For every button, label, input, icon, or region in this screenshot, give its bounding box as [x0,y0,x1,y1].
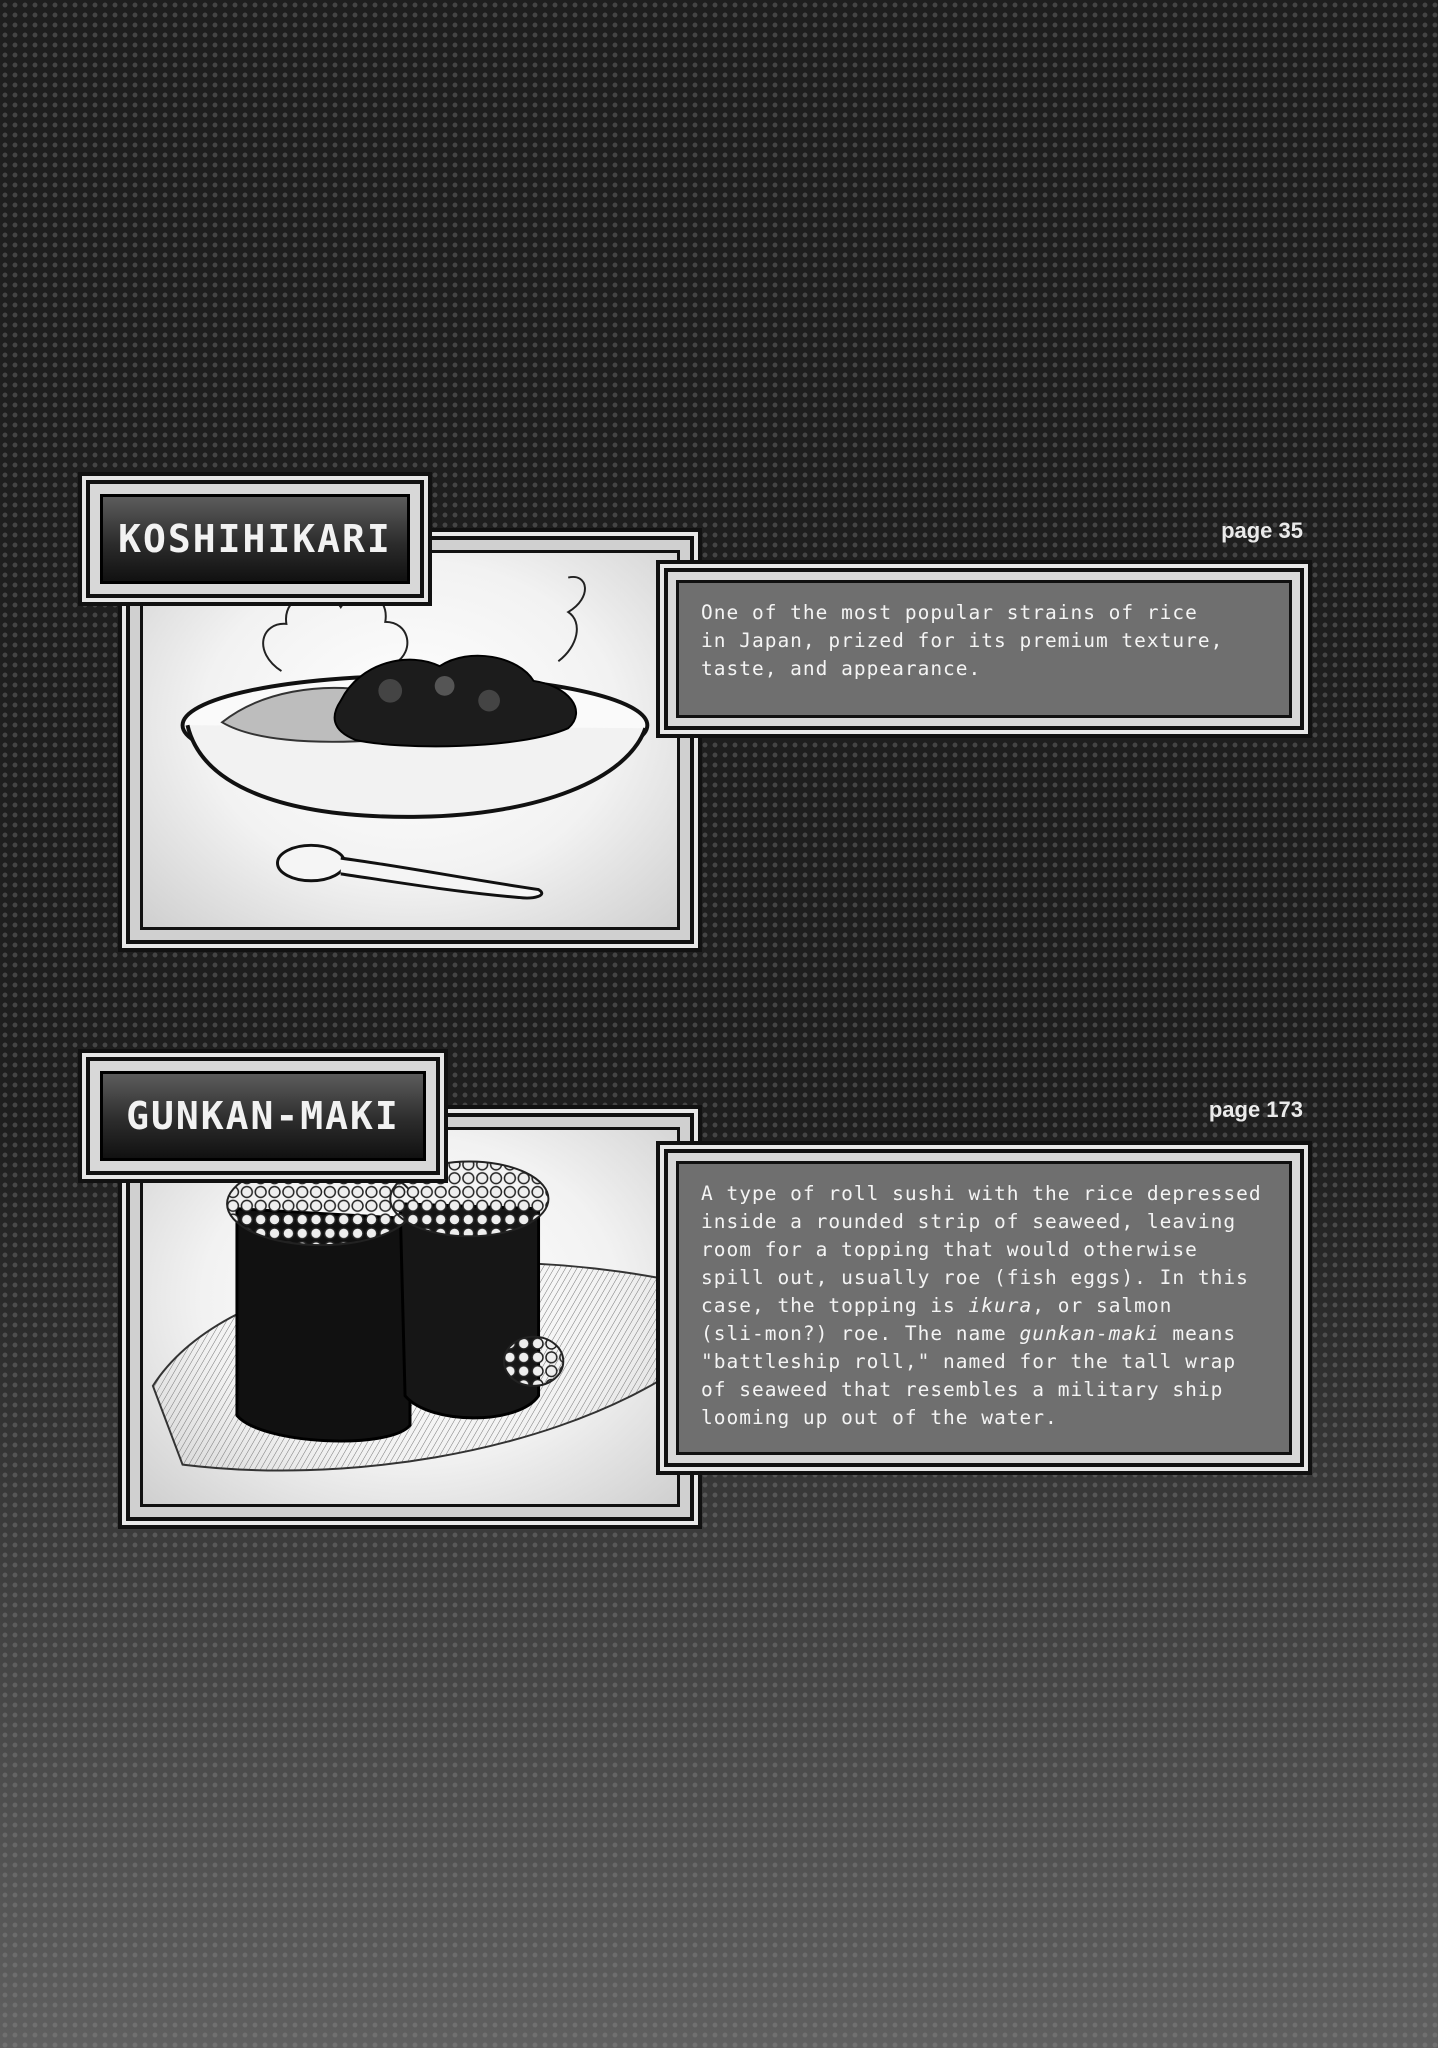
entry-description-box [664,568,1304,730]
description-term-ikura: ikura [968,1294,1033,1317]
entry-description [676,1161,1292,1455]
rice-bowl-illustration [140,550,680,930]
gunkan-maki-illustration [140,1127,680,1507]
entry-description: One of the most popular strains of rice in Japan, prized for its premium texture, taste, and appearance. [676,580,1292,718]
entry-title: GUNKAN-MAKI [126,1094,400,1138]
glossary-entry-gunkan-maki [0,1057,1438,1537]
entry-description-box [664,1149,1304,1467]
description-term-gunkan-maki: gunkan-maki [1019,1322,1160,1345]
page-reference: page 173 [1208,1097,1303,1122]
description-text: means "battleship roll," named for the tall wrap of seaweed that resembles a military ship looming up out of the water. [701,1322,1237,1429]
description-text: , or salmon (sli-mon?) roe. The name [701,1294,1173,1345]
glossary-entry-koshihikari [0,480,1438,960]
entry-title-tab [86,1057,440,1175]
page-reference: page 35 [1221,518,1303,543]
description-text: A type of roll sushi with the rice depressed inside a rounded strip of seaweed, leaving room for a topping that would otherwise spill out, usually roe (fish eggs). In this case, the topping is [701,1182,1262,1317]
entry-title: KOSHIHIKARI [118,517,392,561]
entry-title-tab [86,480,424,598]
